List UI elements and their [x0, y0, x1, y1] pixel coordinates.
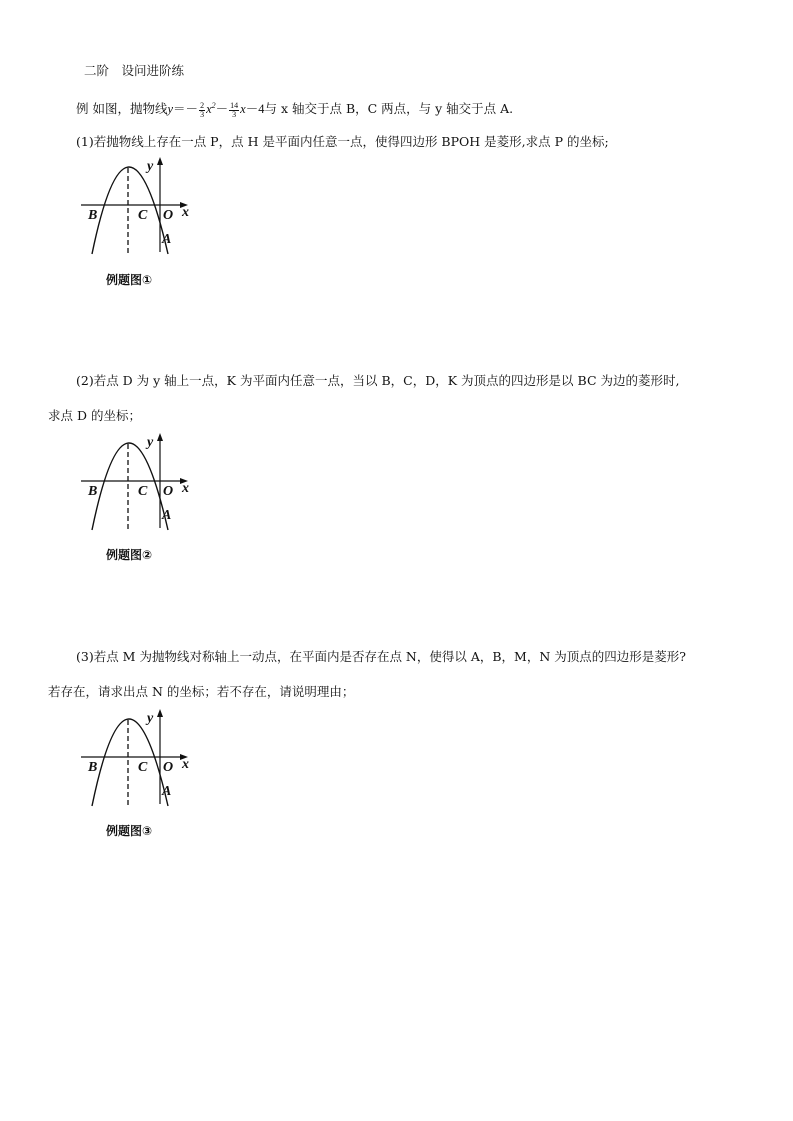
question-3-line-2: 若存在，请求出点 N 的坐标；若不存在，请说明理由；: [48, 684, 355, 699]
label-C: C: [138, 760, 148, 775]
label-A: A: [162, 784, 172, 799]
question-1: (1)若抛物线上存在一点 P，点 H 是平面内任意一点，使得四边形 BPOH 是菱形,求点 P 的坐标;: [76, 134, 609, 149]
parabola-figure-1: [76, 150, 206, 260]
label-y: y: [147, 159, 154, 174]
parabola-figure-2: [76, 426, 206, 536]
parabola-figure-3-svg: [76, 702, 206, 812]
question-2-line-1: (2)若点 D 为 y 轴上一点，K 为平面内任意一点，当以 B，C，D，K 为顶点的四边形是以 BC 为边的菱形时,: [76, 373, 680, 388]
parabola-figure-1-svg: [76, 150, 206, 260]
label-x: x: [182, 481, 189, 496]
example-statement: [76, 98, 513, 119]
equation: y＝－ $\frac{2}{3}$ $x^2-$ $\frac{14}{3}$ x－4: [167, 100, 265, 119]
figure-1-caption: 例题图①: [106, 273, 153, 287]
label-B: B: [88, 760, 98, 775]
label-C: C: [138, 484, 148, 499]
example-prefix: 例 如图，抛物线: [76, 101, 168, 117]
label-C: C: [138, 208, 148, 223]
label-O: O: [163, 484, 174, 499]
label-B: B: [88, 484, 98, 499]
label-A: A: [162, 508, 172, 523]
label-y: y: [147, 435, 154, 450]
label-A: A: [162, 232, 172, 247]
fraction-14-3: $\frac{14}{3}$: [230, 100, 239, 119]
label-O: O: [163, 208, 174, 223]
label-y: y: [147, 711, 154, 726]
parabola-figure-2-svg: [76, 426, 206, 536]
label-O: O: [163, 760, 174, 775]
parabola-figure-3: [76, 702, 206, 812]
section-heading: 二阶 设问进阶练: [84, 63, 185, 78]
label-x: x: [182, 205, 189, 220]
question-2-line-2: 求点 D 的坐标；: [48, 408, 141, 423]
label-x: x: [182, 757, 189, 772]
fraction-2-3: $\frac{2}{3}$: [200, 100, 205, 119]
figure-3-caption: 例题图③: [106, 824, 153, 838]
figure-2-caption: 例题图②: [106, 548, 153, 562]
label-B: B: [88, 208, 98, 223]
example-suffix: 与 x 轴交于点 B，C 两点，与 y 轴交于点 A.: [264, 101, 514, 117]
question-3-line-1: (3)若点 M 为抛物线对称轴上一动点，在平面内是否存在点 N，使得以 A，B，M，N 为顶点的四边形是菱形?: [76, 649, 686, 664]
